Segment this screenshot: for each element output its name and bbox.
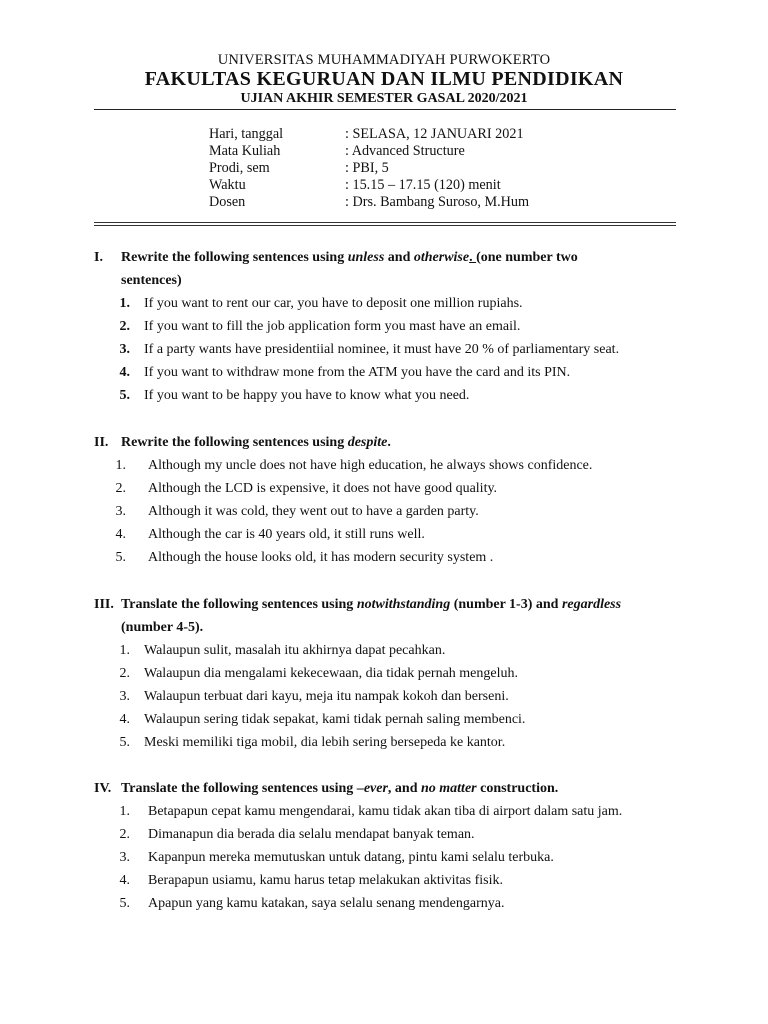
item-text: If you want to withdraw mone from the ATM you have the card and its PIN. <box>144 365 571 380</box>
instruction-punctuation: . <box>469 250 477 265</box>
instruction-text: (number 4-5). <box>121 620 204 635</box>
info-row-time <box>209 177 529 194</box>
header-divider <box>94 109 676 110</box>
item-text: If you want to rent our car, you have to deposit one million rupiahs. <box>144 296 523 311</box>
section-instruction <box>121 593 631 639</box>
item-number: 4. <box>115 527 126 542</box>
list-item <box>94 315 694 338</box>
list-item <box>94 639 694 662</box>
item-text: If you want to be happy you have to know what you need. <box>144 388 470 403</box>
item-number: 3. <box>115 504 126 519</box>
item-text: Betapapun cepat kamu mengendarai, kamu tidak akan tiba di airport dalam satu jam. <box>148 804 623 819</box>
list-item <box>94 292 694 315</box>
list-item <box>94 892 694 915</box>
section-3 <box>94 593 694 754</box>
instruction-text: , and <box>387 781 421 796</box>
item-number: 1. <box>119 643 130 658</box>
list-item <box>94 523 694 546</box>
item-text: Although the LCD is expensive, it does not have good quality. <box>148 481 498 496</box>
item-text: Meski memiliki tiga mobil, dia lebih sering bersepeda ke kantor. <box>144 735 506 750</box>
info-row-course <box>209 143 529 160</box>
list-item <box>94 384 694 407</box>
section-title <box>94 431 694 454</box>
info-value: : Drs. Bambang Suroso, M.Hum <box>345 194 530 210</box>
item-number: 4. <box>119 712 130 727</box>
list-item <box>94 338 694 361</box>
info-value: : PBI, 5 <box>345 160 389 176</box>
keyword-no-matter: no matter <box>420 781 477 796</box>
list-item <box>94 361 694 384</box>
instruction-text: Translate the following sentences using <box>121 781 357 796</box>
info-divider-second <box>94 225 676 226</box>
item-number: 2. <box>119 666 130 681</box>
info-label: Mata Kuliah <box>209 143 281 159</box>
keyword-regardless: regardless <box>561 597 622 612</box>
info-value: : Advanced Structure <box>345 143 465 159</box>
item-number: 1. <box>115 458 126 473</box>
info-row-date <box>209 126 529 143</box>
item-number: 3. <box>119 689 130 704</box>
question-list <box>94 292 694 407</box>
item-number: 5. <box>115 550 126 565</box>
keyword-otherwise: otherwise <box>413 250 470 265</box>
instruction-text: construction. <box>476 781 559 796</box>
instruction-text: Rewrite the following sentences using <box>121 250 348 265</box>
list-item <box>94 477 694 500</box>
item-text: Walaupun terbuat dari kayu, meja itu nampak kokoh dan berseni. <box>144 689 509 704</box>
item-number: 5. <box>119 735 130 750</box>
item-text: Although the house looks old, it has modern security system . <box>148 550 494 565</box>
section-instruction <box>121 777 631 800</box>
instruction-text: (number 1-3) and <box>450 597 562 612</box>
question-list <box>94 639 694 754</box>
info-row-lecturer <box>209 194 529 211</box>
keyword-unless: unless <box>347 250 385 265</box>
list-item <box>94 708 694 731</box>
list-item <box>94 846 694 869</box>
list-item <box>94 454 694 477</box>
item-text: Although the car is 40 years old, it still runs well. <box>148 527 425 542</box>
item-number: 3. <box>119 342 130 357</box>
instruction-text: Translate the following sentences using <box>121 597 357 612</box>
question-list <box>94 454 694 569</box>
section-title <box>94 246 694 292</box>
item-text: If you want to fill the job application form you mast have an email. <box>144 319 521 334</box>
item-text: Kapanpun mereka memutuskan untuk datang, pintu kami selalu terbuka. <box>148 850 554 865</box>
instruction-punctuation: . <box>387 435 391 450</box>
item-number: 2. <box>119 319 130 334</box>
item-number: 4. <box>119 365 130 380</box>
section-2 <box>94 431 694 569</box>
section-number: IV. <box>94 781 112 796</box>
list-item <box>94 685 694 708</box>
section-number: II. <box>94 435 109 450</box>
question-list <box>94 800 694 915</box>
item-number: 3. <box>119 850 130 865</box>
item-number: 2. <box>115 481 126 496</box>
section-number: III. <box>94 597 114 612</box>
item-text: Apapun yang kamu katakan, saya selalu senang mendengarnya. <box>148 896 505 911</box>
item-text: Walaupun sering tidak sepakat, kami tidak pernah saling membenci. <box>144 712 526 727</box>
exam-title: UJIAN AKHIR SEMESTER GASAL 2020/2021 <box>240 91 528 106</box>
exam-info-block <box>209 126 529 211</box>
list-item <box>94 662 694 685</box>
item-text: If a party wants have presidentiial nominee, it must have 20 % of parliamentary seat. <box>144 342 620 357</box>
item-number: 1. <box>119 296 130 311</box>
item-number: 1. <box>119 804 130 819</box>
item-text: Berapapun usiamu, kamu harus tetap melakukan aktivitas fisik. <box>148 873 503 888</box>
list-item <box>94 546 694 569</box>
section-4 <box>94 777 694 915</box>
instruction-text: (one number two sentences) <box>121 250 578 288</box>
instruction-text: and <box>384 250 414 265</box>
item-number: 5. <box>119 388 130 403</box>
item-text: Walaupun dia mengalami kekecewaan, dia tidak pernah mengeluh. <box>144 666 519 681</box>
keyword-ever: –ever <box>356 781 388 796</box>
item-text: Although it was cold, they went out to have a garden party. <box>148 504 479 519</box>
item-text: Although my uncle does not have high education, he always shows confidence. <box>148 458 593 473</box>
list-item <box>94 500 694 523</box>
keyword-notwithstanding: notwithstanding <box>356 597 451 612</box>
item-number: 5. <box>119 896 130 911</box>
instruction-text: Rewrite the following sentences using <box>121 435 348 450</box>
info-label: Waktu <box>209 177 246 193</box>
item-text: Walaupun sulit, masalah itu akhirnya dapat pecahkan. <box>144 643 446 658</box>
info-value: : SELASA, 12 JANUARI 2021 <box>345 126 524 142</box>
info-label: Prodi, sem <box>209 160 270 176</box>
section-title <box>94 593 694 639</box>
section-number: I. <box>94 250 103 265</box>
keyword-despite: despite <box>347 435 388 450</box>
section-instruction <box>121 246 631 292</box>
university-name: UNIVERSITAS MUHAMMADIYAH PURWOKERTO <box>217 52 551 68</box>
info-row-program <box>209 160 529 177</box>
item-number: 2. <box>119 827 130 842</box>
list-item <box>94 869 694 892</box>
list-item <box>94 731 694 754</box>
list-item <box>94 800 694 823</box>
info-label: Hari, tanggal <box>209 126 284 142</box>
info-value: : 15.15 – 17.15 (120) menit <box>345 177 501 193</box>
item-number: 4. <box>119 873 130 888</box>
section-title <box>94 777 694 800</box>
item-text: Dimanapun dia berada dia selalu mendapat banyak teman. <box>148 827 475 842</box>
list-item <box>94 823 694 846</box>
section-1 <box>94 246 694 407</box>
section-instruction <box>121 431 631 454</box>
info-divider <box>94 222 676 223</box>
info-label: Dosen <box>209 194 246 210</box>
faculty-name: FAKULTAS KEGURUAN DAN ILMU PENDIDIKAN <box>144 68 624 90</box>
